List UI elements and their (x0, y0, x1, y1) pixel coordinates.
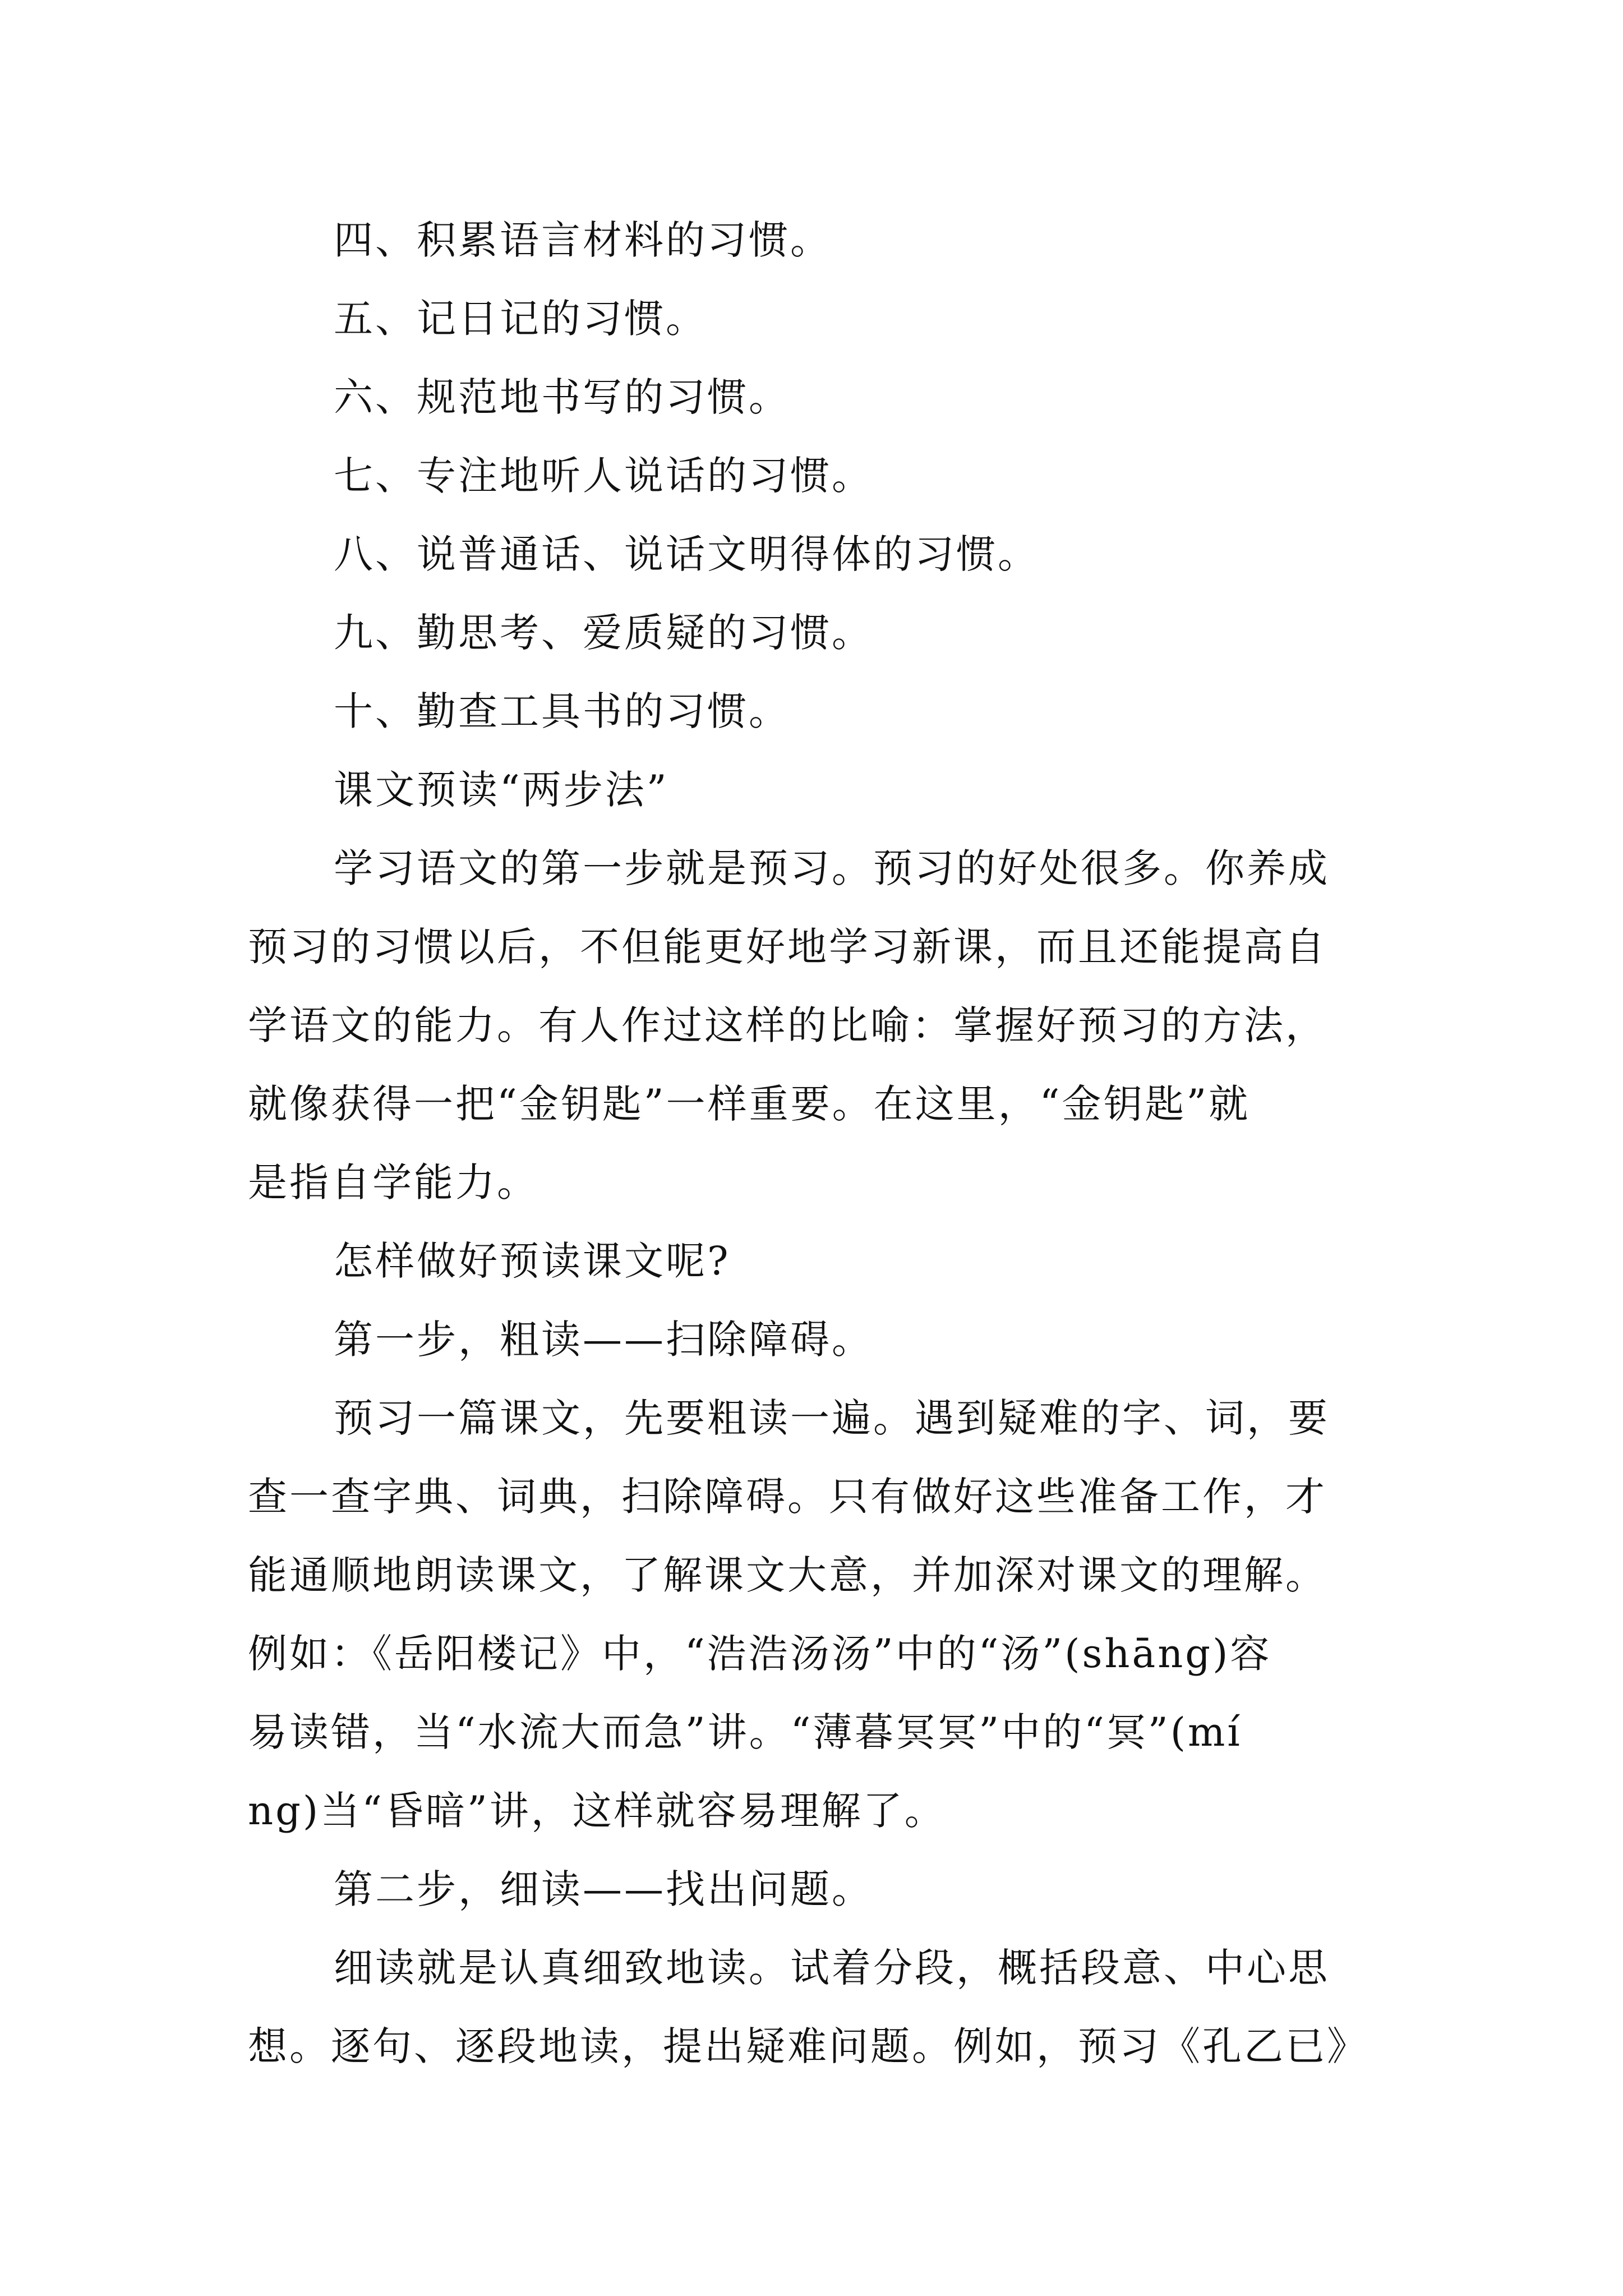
step-heading-1: 第一步，粗读——扫除障碍。 (334, 1317, 873, 1363)
list-item-habit-7: 七、专注地听人说话的习惯。 (334, 453, 873, 499)
paragraph-line: 是指自学能力。 (248, 1159, 538, 1205)
step-heading-2: 第二步，细读——找出问题。 (334, 1866, 873, 1912)
list-item-habit-10: 十、勤查工具书的习惯。 (334, 688, 790, 734)
paragraph-line: 学语文的能力。有人作过这样的比喻：掌握好预习的方法， (248, 1002, 1327, 1048)
paragraph-line: 想。逐句、逐段地读，提出疑难问题。例如，预习《孔乙已》 (248, 2023, 1368, 2069)
list-item-habit-8: 八、说普通话、说话文明得体的习惯。 (334, 531, 1039, 577)
list-item-habit-6: 六、规范地书写的习惯。 (334, 374, 790, 420)
paragraph-line: 能通顺地朗读课文，了解课文大意，并加深对课文的理解。 (248, 1552, 1327, 1598)
paragraph-line: 查一查字典、词典，扫除障碍。只有做好这些准备工作，才 (248, 1474, 1327, 1520)
section-heading: 课文预读“两步法” (334, 767, 669, 813)
paragraph-line: 预习的习惯以后，不但能更好地学习新课，而且还能提高自 (248, 924, 1327, 970)
paragraph-line: 学习语文的第一步就是预习。预习的好处很多。你养成 (334, 845, 1330, 891)
list-item-habit-4: 四、积累语言材料的习惯。 (334, 217, 832, 263)
paragraph-line: 例如：《岳阳楼记》中，“浩浩汤汤”中的“汤”(shāng)容 (248, 1631, 1272, 1677)
paragraph-line: 细读就是认真细致地读。试着分段，概括段意、中心思 (334, 1945, 1330, 1991)
question-line: 怎样做好预读课文呢? (334, 1238, 731, 1284)
document-body (248, 201, 1375, 2086)
paragraph-line: 就像获得一把“金钥匙”一样重要。在这里，“金钥匙”就 (248, 1081, 1251, 1127)
list-item-habit-9: 九、勤思考、爱质疑的习惯。 (334, 610, 873, 656)
paragraph-line: 易读错，当“水流大而急”讲。“薄暮冥冥”中的“冥”(mí (248, 1709, 1242, 1755)
paragraph-line: ng)当“昏暗”讲，这样就容易理解了。 (248, 1788, 946, 1834)
list-item-habit-5: 五、记日记的习惯。 (334, 296, 707, 342)
paragraph-line: 预习一篇课文，先要粗读一遍。遇到疑难的字、词，要 (334, 1395, 1330, 1441)
